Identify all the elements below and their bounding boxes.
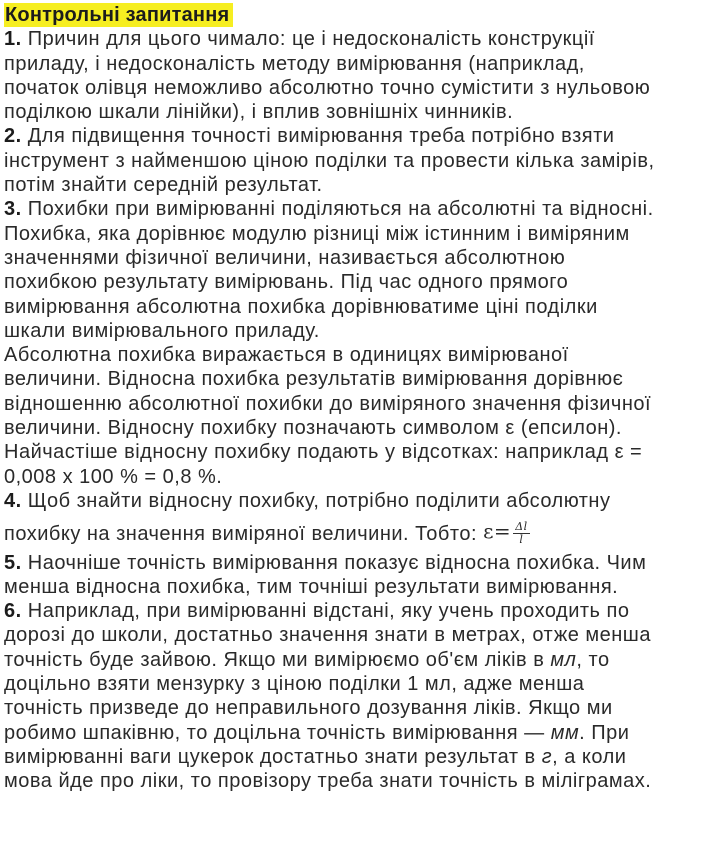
answer-line: мова йде про ліки, то провізору треба знати точність в міліграмах. (4, 770, 652, 793)
answer-line (4, 551, 718, 575)
answer-5 (4, 551, 718, 600)
formula-denominator: l (519, 532, 524, 546)
document-page (4, 3, 718, 794)
relative-error-formula (483, 518, 530, 545)
answer-number: 3. (4, 198, 22, 221)
answer-line (4, 521, 718, 548)
answer-number: 6. (4, 600, 22, 623)
formula-symbol: ε= (483, 519, 512, 544)
answer-line: поділкою шкали лінійки), і вплив зовнішніх чинників. (4, 101, 514, 124)
answer-text: Наочніше точність вимірювання показує відносна похибка. Чим (27, 551, 647, 574)
answer-line: Найчастіше відносну похибку подають у відсотках: наприклад ε = (4, 441, 643, 464)
answer-text: Для підвищення точності вимірювання треба потрібно взяти (27, 125, 615, 148)
answer-text: Похибки при вимірюванні поділяються на абсолютні та відносні. (27, 198, 654, 221)
answer-6 (4, 599, 718, 793)
answer-line: менша відносна похибка, тим точніші результати вимірювання. (4, 575, 619, 598)
answer-line: потім знайти середній результат. (4, 174, 323, 197)
unit-g: г (541, 745, 553, 768)
formula-numerator: Δl (515, 519, 528, 533)
answer-text: вимірюванні ваги цукерок достатньо знати результат в (4, 745, 536, 768)
answer-line: початок олівця неможливо абсолютно точно сумістити з нульовою (4, 76, 651, 99)
answer-line (4, 721, 718, 745)
answer-4 (4, 489, 718, 549)
answer-number: 4. (4, 489, 22, 512)
answer-line (4, 745, 718, 769)
unit-mm: мм (550, 721, 580, 744)
answer-text: , то (576, 648, 610, 671)
answer-line: Похибка, яка дорівнює модулю різниці між істинним і виміряним (4, 222, 630, 245)
answer-line: значеннями фізичної величини, називається абсолютною (4, 246, 566, 269)
answer-line: точність призведе до неправильного дозування ліків. Якщо ми (4, 697, 613, 720)
answer-line: величини. Відносна похибка результатів вимірювання дорівнює (4, 368, 624, 391)
answer-line (4, 599, 718, 623)
answer-text: . При (579, 721, 630, 744)
answer-line: дорозі до школи, достатньо значення знати в метрах, отже менша (4, 624, 651, 647)
answer-line (4, 197, 718, 221)
answer-3 (4, 197, 718, 489)
answer-number: 5. (4, 551, 22, 574)
answer-line: приладу, і недосконалість методу вимірювання (наприклад, (4, 52, 585, 75)
answer-line: відношенню абсолютної похибки до виміряного значення фізичної (4, 392, 652, 415)
answer-number: 1. (4, 28, 22, 51)
answer-text: похибку на значення виміряної величини. Тобто: (4, 523, 477, 546)
answer-line: величини. Відносну похибку позначають символом ε (епсилон). (4, 417, 622, 440)
answer-line (4, 648, 718, 672)
answer-line (4, 124, 718, 148)
answer-1 (4, 27, 718, 124)
answer-text: Причин для цього чимало: це і недосконалість конструкції (27, 28, 595, 51)
answer-line (4, 489, 718, 513)
answer-line: вимірювання абсолютна похибка дорівнюватиме ціні поділки (4, 295, 598, 318)
answer-line (4, 27, 718, 51)
answer-text: робимо шпаківню, то доцільна точність вимірювання — (4, 721, 545, 744)
answer-line: шкали вимірювального приладу. (4, 319, 320, 342)
answer-line: доцільно взяти мензурку з ціною поділки 1 мл, адже менша (4, 673, 585, 696)
answer-line: похибкою результату вимірювань. Під час одного прямого (4, 271, 569, 294)
answer-number: 2. (4, 125, 22, 148)
answer-line: 0,008 x 100 % = 0,8 %. (4, 465, 223, 488)
answer-line: інструмент з найменшою ціною поділки та провести кілька замірів, (4, 149, 655, 172)
answer-text: точність буде зайвою. Якщо ми вимірюємо об'єм ліків в (4, 648, 545, 671)
answer-line: Абсолютна похибка виражається в одиницях вимірюваної (4, 344, 569, 367)
answer-text: Щоб знайти відносну похибку, потрібно поділити абсолютну (27, 489, 611, 512)
unit-ml: мл (550, 648, 577, 671)
formula-fraction (513, 521, 529, 546)
answer-2 (4, 124, 718, 197)
page-title: Контрольні запитання (4, 3, 233, 27)
answer-text: Наприклад, при вимірюванні відстані, яку учень проходить по (27, 600, 630, 623)
answer-text: , а коли (552, 745, 627, 768)
